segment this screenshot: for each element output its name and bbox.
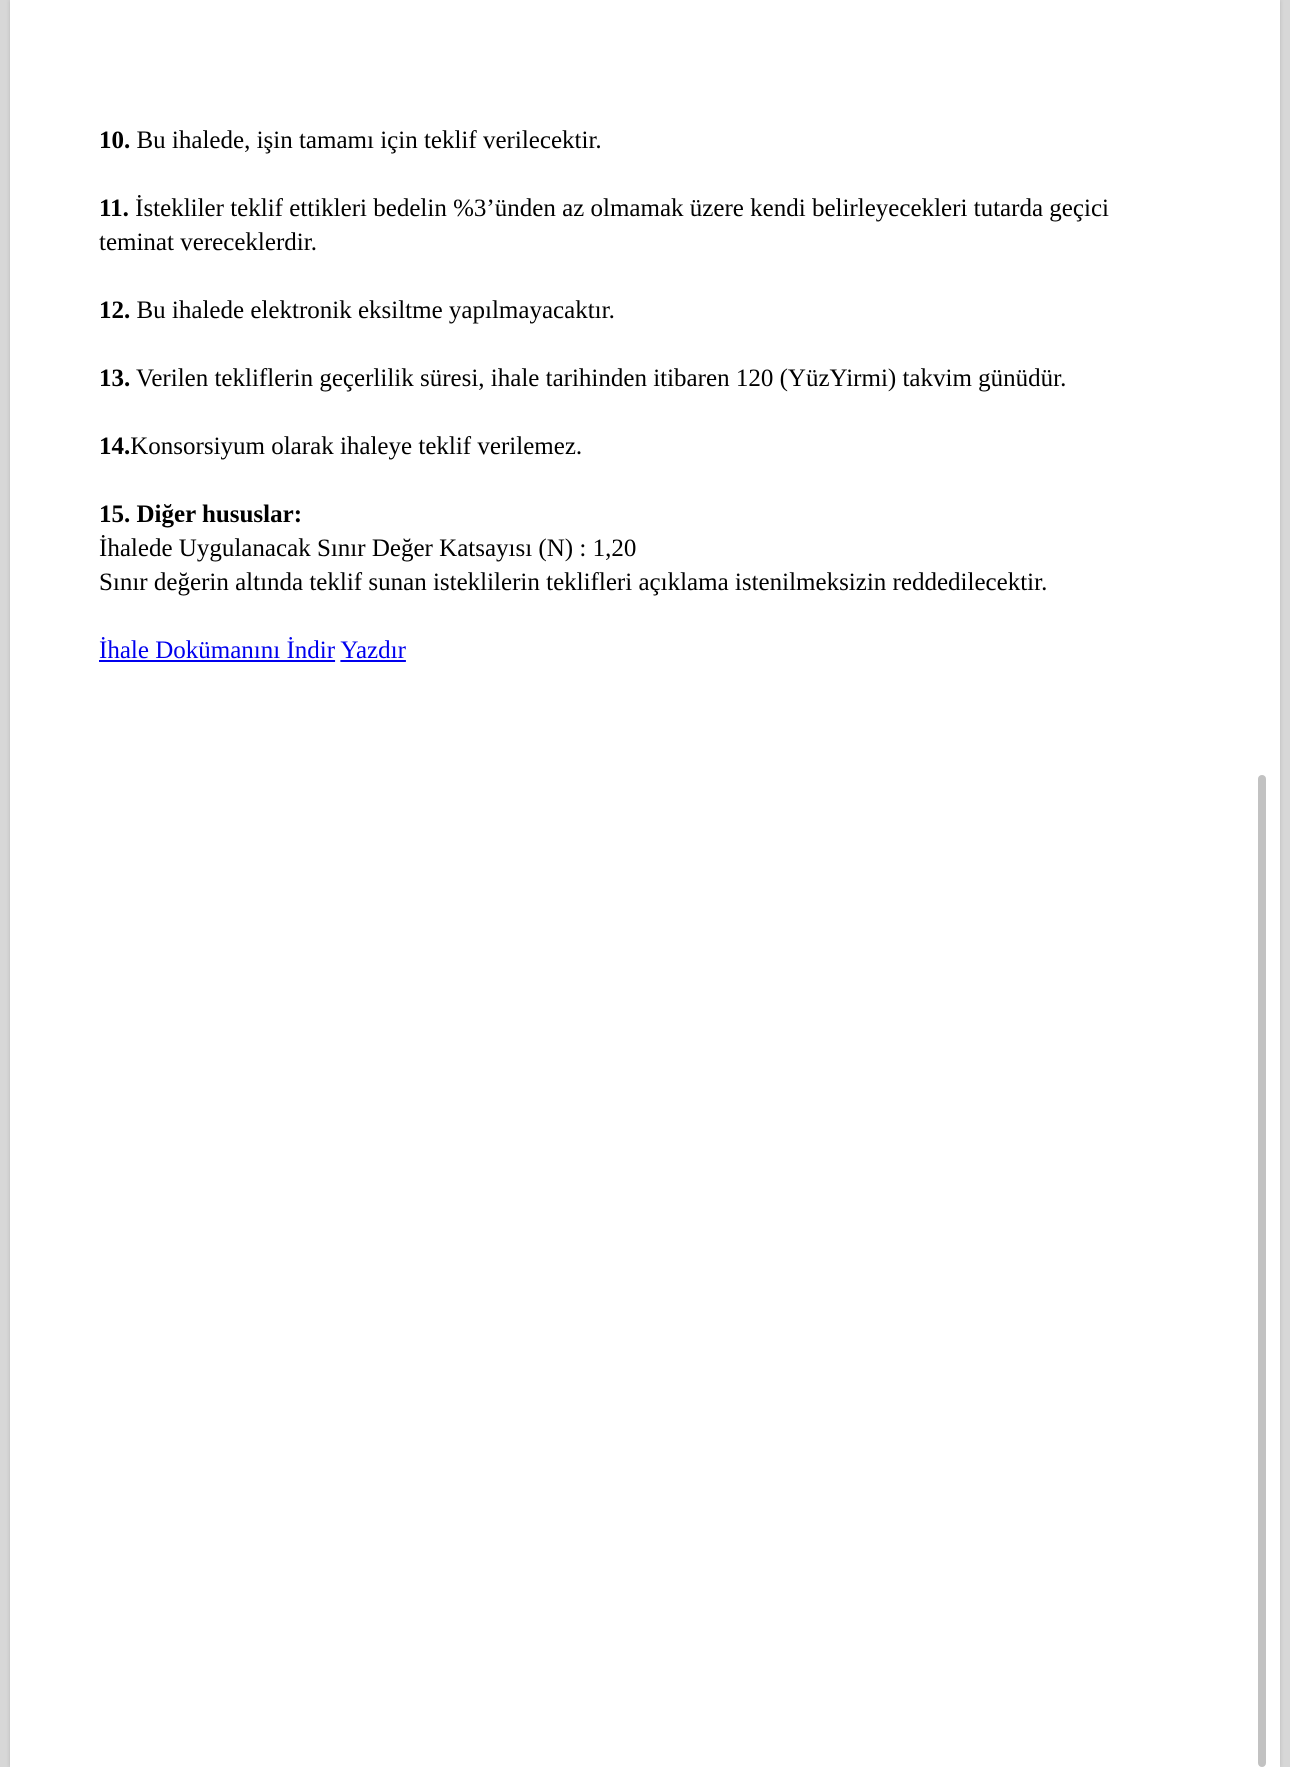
document-links: [99, 634, 1179, 668]
other-matters-title: 15. Diğer hususlar:: [99, 501, 303, 528]
item-10: [99, 124, 1179, 158]
item-text: İstekliler teklif ettikleri bedelin %3’ünden az olmamak üzere kendi belirleyecekleri tutarda geçici teminat vereceklerdir.: [99, 195, 1109, 256]
item-number: 10.: [99, 127, 131, 154]
item-number: 13.: [99, 365, 131, 392]
item-number: 12.: [99, 297, 131, 324]
item-number: 14.: [99, 433, 131, 460]
rejection-note: Sınır değerin altında teklif sunan isteklilerin teklifleri açıklama istenilmeksizin reddedilecektir.: [99, 569, 1048, 596]
download-document-link[interactable]: İhale Dokümanını İndir: [99, 637, 336, 664]
item-text: Bu ihalede, işin tamamı için teklif verilecektir.: [130, 127, 602, 154]
print-link[interactable]: Yazdır: [340, 637, 406, 664]
document-page: [10, 0, 1280, 1767]
item-14: [99, 430, 1179, 464]
item-15-other-matters: [99, 498, 1179, 600]
vertical-scrollbar[interactable]: [1256, 0, 1268, 1767]
item-11: [99, 192, 1179, 260]
scrollbar-thumb[interactable]: [1258, 775, 1266, 1767]
item-number: 11.: [99, 195, 129, 222]
item-text: Bu ihalede elektronik eksiltme yapılmayacaktır.: [130, 297, 615, 324]
limit-value-coefficient: İhalede Uygulanacak Sınır Değer Katsayısı (N) : 1,20: [99, 535, 637, 562]
item-text: Verilen tekliflerin geçerlilik süresi, ihale tarihinden itibaren 120 (YüzYirmi) takvim günüdür.: [130, 365, 1067, 392]
item-12: [99, 294, 1179, 328]
announcement-content: [99, 124, 1179, 702]
item-text: Konsorsiyum olarak ihaleye teklif verilemez.: [130, 433, 583, 460]
item-13: [99, 362, 1179, 396]
